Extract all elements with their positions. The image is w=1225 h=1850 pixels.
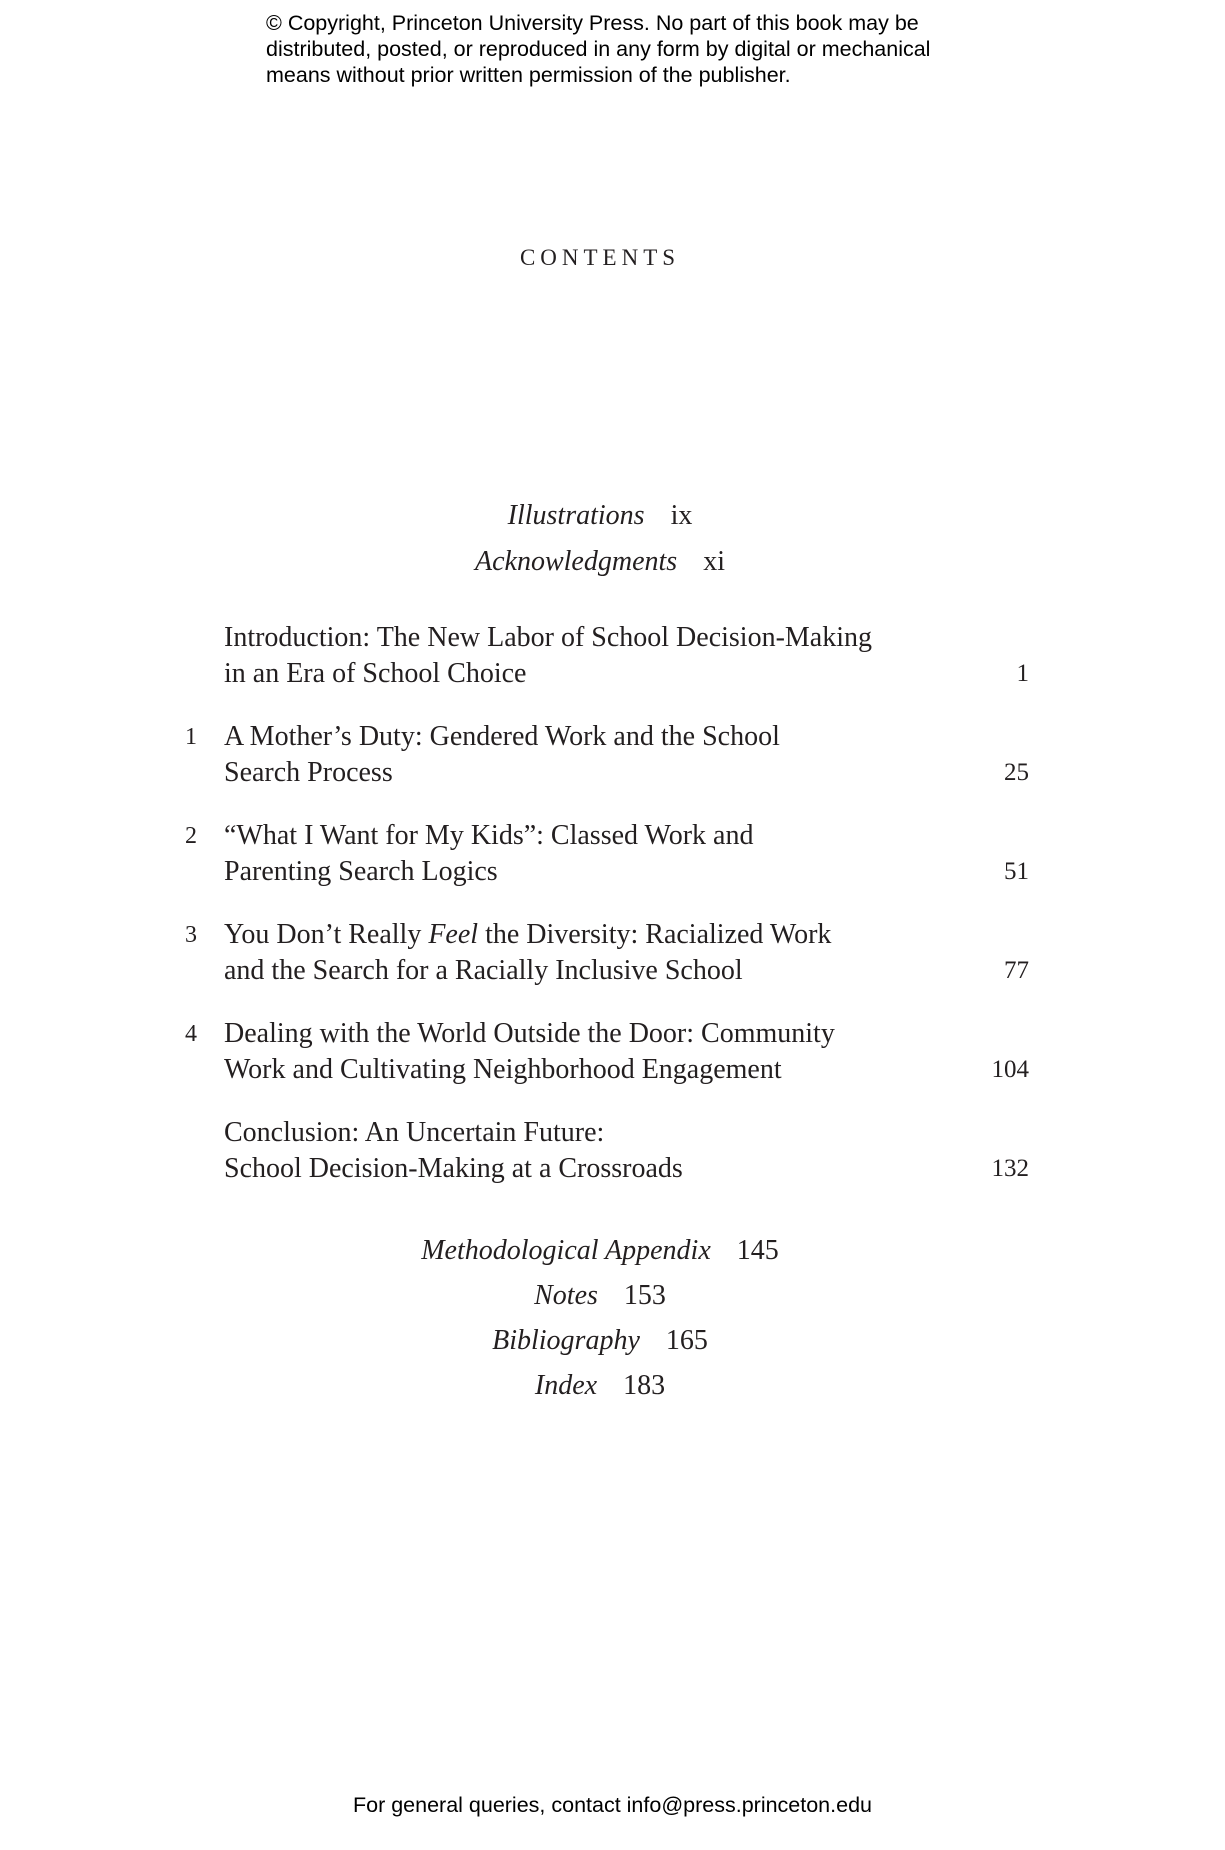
chapter-entry[interactable] bbox=[0, 1016, 1225, 1115]
chapter-title-line: Search Process bbox=[224, 757, 393, 788]
toc-entry[interactable] bbox=[0, 539, 1200, 585]
chapter-entry[interactable] bbox=[0, 1115, 1225, 1214]
copyright-line: © Copyright, Princeton University Press. No part of this book may be bbox=[266, 11, 919, 35]
toc-entry-title: Methodological Appendix bbox=[421, 1235, 711, 1266]
toc-entry-page: xi bbox=[703, 546, 725, 577]
chapter-title-text: the Diversity: Racialized Work bbox=[478, 919, 832, 950]
toc-entry[interactable] bbox=[0, 1318, 1200, 1363]
chapter-title-line: Parenting Search Logics bbox=[224, 856, 498, 887]
chapter-page: 132 bbox=[991, 1155, 1029, 1182]
copyright-line: means without prior written permission of the publisher. bbox=[266, 63, 791, 87]
toc-entry-page: 145 bbox=[736, 1235, 779, 1266]
chapter-title-line bbox=[224, 917, 831, 953]
chapter-page: 104 bbox=[991, 1056, 1029, 1083]
toc-entry-page: ix bbox=[670, 500, 693, 531]
chapter-title-line: Dealing with the World Outside the Door: Community bbox=[224, 1018, 835, 1049]
contents-heading: CONTENTS bbox=[519, 245, 681, 270]
chapter-title-line: A Mother’s Duty: Gendered Work and the School bbox=[224, 721, 780, 752]
chapter-title-line: Conclusion: An Uncertain Future: bbox=[224, 1117, 605, 1148]
toc-entry-title: Bibliography bbox=[492, 1325, 640, 1356]
front-matter-list bbox=[0, 493, 1200, 585]
chapter-page: 25 bbox=[1004, 759, 1029, 786]
toc-entry-page: 165 bbox=[665, 1325, 708, 1356]
chapter-title-text: You Don’t Really bbox=[224, 919, 429, 950]
chapter-entry[interactable] bbox=[0, 719, 1225, 818]
toc-entry-page: 153 bbox=[623, 1280, 666, 1311]
chapter-number: 4 bbox=[185, 1021, 197, 1047]
toc-entry[interactable] bbox=[0, 493, 1200, 539]
chapter-page: 77 bbox=[1004, 957, 1029, 984]
chapter-title-emphasis: Feel bbox=[428, 919, 479, 950]
copyright-line: distributed, posted, or reproduced in any form by digital or mechanical bbox=[266, 37, 931, 61]
toc-entry[interactable] bbox=[0, 1228, 1200, 1273]
chapter-title-line: “What I Want for My Kids”: Classed Work and bbox=[224, 820, 754, 851]
toc-entry-title: Index bbox=[534, 1370, 598, 1401]
toc-entry-title: Notes bbox=[534, 1280, 598, 1311]
chapter-number: 2 bbox=[185, 823, 197, 849]
chapter-title-line: and the Search for a Racially Inclusive School bbox=[224, 955, 743, 986]
back-matter-list bbox=[0, 1228, 1200, 1408]
chapter-page: 51 bbox=[1004, 858, 1029, 885]
chapter-title-line: School Decision-Making at a Crossroads bbox=[224, 1153, 683, 1184]
chapter-list bbox=[0, 620, 1225, 1214]
chapter-entry[interactable] bbox=[0, 620, 1225, 719]
chapter-entry[interactable] bbox=[0, 917, 1225, 1016]
copyright-notice bbox=[266, 10, 986, 88]
chapter-title-line: in an Era of School Choice bbox=[224, 658, 527, 689]
chapter-title-line: Work and Cultivating Neighborhood Engagement bbox=[224, 1054, 782, 1085]
toc-entry[interactable] bbox=[0, 1273, 1200, 1318]
footer-contact: For general queries, contact info@press.princeton.edu bbox=[352, 1793, 872, 1817]
toc-entry-title: Acknowledgments bbox=[475, 546, 678, 577]
chapter-number: 1 bbox=[185, 724, 197, 750]
chapter-page: 1 bbox=[1016, 660, 1029, 687]
toc-entry-page: 183 bbox=[623, 1370, 666, 1401]
chapter-entry[interactable] bbox=[0, 818, 1225, 917]
chapter-title-line: Introduction: The New Labor of School Decision-Making bbox=[224, 622, 873, 653]
chapter-number: 3 bbox=[185, 922, 197, 948]
toc-entry-title: Illustrations bbox=[507, 500, 645, 531]
toc-entry[interactable] bbox=[0, 1363, 1200, 1408]
